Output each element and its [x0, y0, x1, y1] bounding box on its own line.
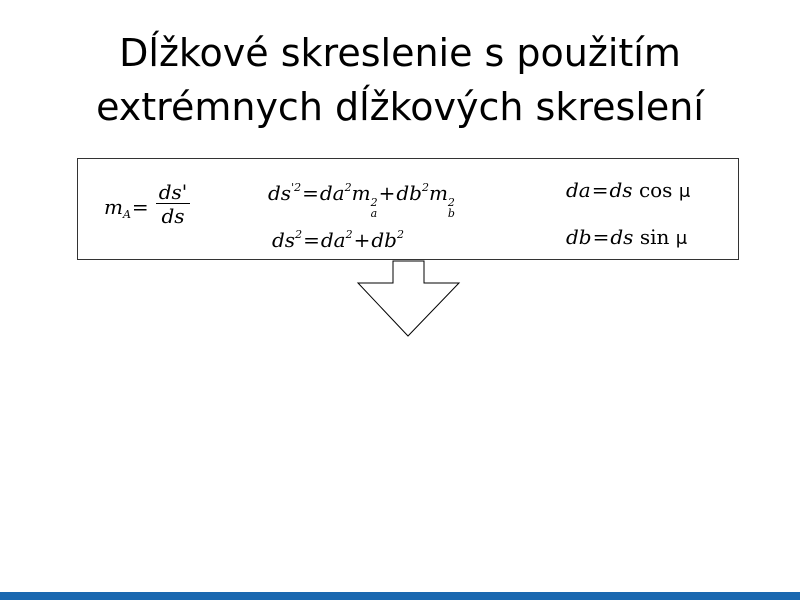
fraction-denominator: ds	[161, 204, 185, 228]
title-line-1: Dĺžkové skreslenie s použitím	[119, 31, 681, 75]
bottom-accent-bar	[0, 592, 800, 600]
formula-da-cos: da=ds cos μ	[566, 178, 691, 202]
formula-ds-prime-squared: $ds^{'2}=da^2m$ 2 a $+db^2m$ 2 b	[268, 181, 455, 220]
formula-ds-squared: $ds^2=da^2+db^2$	[272, 228, 404, 252]
formula-ma-lhs: $m_A=$	[104, 195, 149, 221]
formula-db-sin: db=ds sin μ	[566, 225, 688, 249]
title-line-2: extrémnych dĺžkových skreslení	[96, 85, 704, 129]
fraction-numerator: ds'	[156, 181, 190, 204]
